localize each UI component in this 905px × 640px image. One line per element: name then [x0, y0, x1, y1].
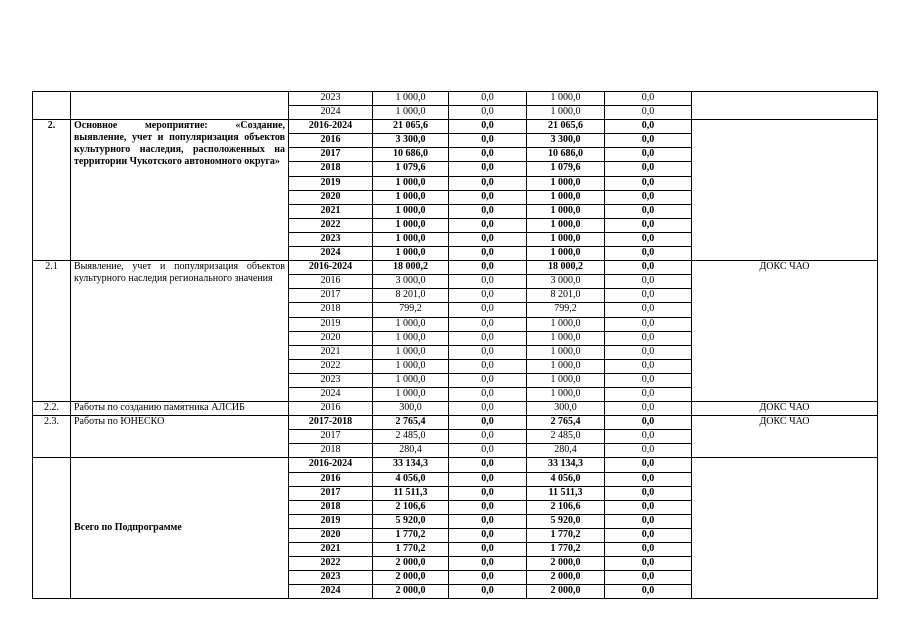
other-amount-cell: 0,0: [605, 402, 692, 416]
federal-amount-cell: 0,0: [449, 317, 527, 331]
total-amount-cell: 10 686,0: [373, 148, 449, 162]
federal-amount-cell: 0,0: [449, 148, 527, 162]
year-cell: 2023: [289, 373, 373, 387]
regional-amount-cell: 1 079,6: [527, 162, 605, 176]
federal-amount-cell: 0,0: [449, 359, 527, 373]
other-amount-cell: 0,0: [605, 387, 692, 401]
subprogram-funding-table: [32, 91, 878, 599]
year-cell: 2022: [289, 359, 373, 373]
total-amount-cell: 1 000,0: [373, 176, 449, 190]
other-amount-cell: 0,0: [605, 162, 692, 176]
federal-amount-cell: 0,0: [449, 247, 527, 261]
regional-amount-cell: 1 770,2: [527, 543, 605, 557]
regional-amount-cell: 5 920,0: [527, 514, 605, 528]
other-amount-cell: 0,0: [605, 585, 692, 599]
other-amount-cell: 0,0: [605, 331, 692, 345]
total-amount-cell: 21 065,6: [373, 120, 449, 134]
total-amount-cell: 1 000,0: [373, 204, 449, 218]
executor-cell: ДОКС ЧАО: [692, 416, 878, 458]
item-number-cell: [33, 458, 71, 599]
item-number-cell: 2.2.: [33, 402, 71, 416]
total-amount-cell: 2 765,4: [373, 416, 449, 430]
regional-amount-cell: 33 134,3: [527, 458, 605, 472]
total-amount-cell: 1 000,0: [373, 373, 449, 387]
total-amount-cell: 1 000,0: [373, 317, 449, 331]
other-amount-cell: 0,0: [605, 514, 692, 528]
federal-amount-cell: 0,0: [449, 232, 527, 246]
regional-amount-cell: 1 000,0: [527, 190, 605, 204]
regional-amount-cell: 2 000,0: [527, 557, 605, 571]
regional-amount-cell: 1 000,0: [527, 387, 605, 401]
other-amount-cell: 0,0: [605, 543, 692, 557]
regional-amount-cell: 10 686,0: [527, 148, 605, 162]
activity-name-cell: Выявление, учет и популяризация объектов культурного наследия регионального значения: [71, 261, 289, 402]
other-amount-cell: 0,0: [605, 190, 692, 204]
federal-amount-cell: 0,0: [449, 204, 527, 218]
year-cell: 2021: [289, 345, 373, 359]
regional-amount-cell: 2 485,0: [527, 430, 605, 444]
total-amount-cell: 2 106,6: [373, 500, 449, 514]
regional-amount-cell: 2 000,0: [527, 585, 605, 599]
year-cell: 2023: [289, 92, 373, 106]
executor-cell: ДОКС ЧАО: [692, 261, 878, 402]
regional-amount-cell: 2 000,0: [527, 571, 605, 585]
total-amount-cell: 2 000,0: [373, 557, 449, 571]
other-amount-cell: 0,0: [605, 557, 692, 571]
federal-amount-cell: 0,0: [449, 528, 527, 542]
year-cell: 2020: [289, 331, 373, 345]
regional-amount-cell: 1 000,0: [527, 359, 605, 373]
total-amount-cell: 1 000,0: [373, 106, 449, 120]
year-cell: 2024: [289, 247, 373, 261]
regional-amount-cell: 1 000,0: [527, 373, 605, 387]
total-amount-cell: 3 000,0: [373, 275, 449, 289]
year-cell: 2017: [289, 289, 373, 303]
year-cell: 2018: [289, 500, 373, 514]
total-amount-cell: 1 000,0: [373, 345, 449, 359]
federal-amount-cell: 0,0: [449, 402, 527, 416]
item-number-cell: 2.: [33, 120, 71, 261]
year-cell: 2018: [289, 444, 373, 458]
other-amount-cell: 0,0: [605, 416, 692, 430]
total-amount-cell: 1 000,0: [373, 359, 449, 373]
other-amount-cell: 0,0: [605, 204, 692, 218]
other-amount-cell: 0,0: [605, 261, 692, 275]
activity-name-cell: Работы по ЮНЕСКО: [71, 416, 289, 458]
other-amount-cell: 0,0: [605, 486, 692, 500]
total-amount-cell: 3 300,0: [373, 134, 449, 148]
total-amount-cell: 33 134,3: [373, 458, 449, 472]
year-cell: 2017: [289, 148, 373, 162]
regional-amount-cell: 1 000,0: [527, 331, 605, 345]
regional-amount-cell: 1 000,0: [527, 218, 605, 232]
other-amount-cell: 0,0: [605, 430, 692, 444]
year-cell: 2024: [289, 106, 373, 120]
year-cell: 2016: [289, 472, 373, 486]
table-row: [33, 458, 878, 472]
federal-amount-cell: 0,0: [449, 585, 527, 599]
year-cell: 2016-2024: [289, 458, 373, 472]
year-cell: 2019: [289, 317, 373, 331]
executor-cell: [692, 120, 878, 261]
regional-amount-cell: 18 000,2: [527, 261, 605, 275]
regional-amount-cell: 1 000,0: [527, 106, 605, 120]
year-cell: 2023: [289, 232, 373, 246]
total-amount-cell: 799,2: [373, 303, 449, 317]
year-cell: 2022: [289, 557, 373, 571]
total-amount-cell: 1 000,0: [373, 218, 449, 232]
total-amount-cell: 5 920,0: [373, 514, 449, 528]
other-amount-cell: 0,0: [605, 317, 692, 331]
other-amount-cell: 0,0: [605, 289, 692, 303]
federal-amount-cell: 0,0: [449, 289, 527, 303]
federal-amount-cell: 0,0: [449, 543, 527, 557]
federal-amount-cell: 0,0: [449, 444, 527, 458]
federal-amount-cell: 0,0: [449, 387, 527, 401]
item-number-cell: 2.3.: [33, 416, 71, 458]
year-cell: 2022: [289, 218, 373, 232]
total-amount-cell: 2 000,0: [373, 571, 449, 585]
regional-amount-cell: 2 765,4: [527, 416, 605, 430]
other-amount-cell: 0,0: [605, 218, 692, 232]
total-amount-cell: 2 000,0: [373, 585, 449, 599]
other-amount-cell: 0,0: [605, 373, 692, 387]
regional-amount-cell: 1 000,0: [527, 317, 605, 331]
federal-amount-cell: 0,0: [449, 120, 527, 134]
total-amount-cell: 1 000,0: [373, 247, 449, 261]
federal-amount-cell: 0,0: [449, 331, 527, 345]
other-amount-cell: 0,0: [605, 571, 692, 585]
federal-amount-cell: 0,0: [449, 261, 527, 275]
year-cell: 2019: [289, 514, 373, 528]
regional-amount-cell: 1 000,0: [527, 92, 605, 106]
year-cell: 2018: [289, 303, 373, 317]
table-row: [33, 92, 878, 106]
year-cell: 2024: [289, 387, 373, 401]
regional-amount-cell: 8 201,0: [527, 289, 605, 303]
federal-amount-cell: 0,0: [449, 303, 527, 317]
item-number-cell: 2.1: [33, 261, 71, 402]
other-amount-cell: 0,0: [605, 134, 692, 148]
federal-amount-cell: 0,0: [449, 514, 527, 528]
federal-amount-cell: 0,0: [449, 458, 527, 472]
year-cell: 2017-2018: [289, 416, 373, 430]
activity-name-cell: Работы по созданию памятника АЛСИБ: [71, 402, 289, 416]
table-row: [33, 402, 878, 416]
year-cell: 2016: [289, 275, 373, 289]
regional-amount-cell: 1 000,0: [527, 247, 605, 261]
regional-amount-cell: 3 300,0: [527, 134, 605, 148]
regional-amount-cell: 2 106,6: [527, 500, 605, 514]
other-amount-cell: 0,0: [605, 458, 692, 472]
total-amount-cell: 18 000,2: [373, 261, 449, 275]
federal-amount-cell: 0,0: [449, 106, 527, 120]
other-amount-cell: 0,0: [605, 500, 692, 514]
federal-amount-cell: 0,0: [449, 345, 527, 359]
regional-amount-cell: 1 770,2: [527, 528, 605, 542]
total-amount-cell: 1 000,0: [373, 232, 449, 246]
regional-amount-cell: 1 000,0: [527, 204, 605, 218]
federal-amount-cell: 0,0: [449, 134, 527, 148]
federal-amount-cell: 0,0: [449, 430, 527, 444]
total-amount-cell: 1 079,6: [373, 162, 449, 176]
federal-amount-cell: 0,0: [449, 162, 527, 176]
regional-amount-cell: 3 000,0: [527, 275, 605, 289]
regional-amount-cell: 4 056,0: [527, 472, 605, 486]
federal-amount-cell: 0,0: [449, 416, 527, 430]
total-amount-cell: 1 000,0: [373, 92, 449, 106]
other-amount-cell: 0,0: [605, 247, 692, 261]
federal-amount-cell: 0,0: [449, 571, 527, 585]
other-amount-cell: 0,0: [605, 120, 692, 134]
total-amount-cell: 280,4: [373, 444, 449, 458]
regional-amount-cell: 1 000,0: [527, 232, 605, 246]
year-cell: 2021: [289, 204, 373, 218]
regional-amount-cell: 11 511,3: [527, 486, 605, 500]
total-amount-cell: 8 201,0: [373, 289, 449, 303]
other-amount-cell: 0,0: [605, 359, 692, 373]
total-amount-cell: 1 770,2: [373, 528, 449, 542]
other-amount-cell: 0,0: [605, 444, 692, 458]
other-amount-cell: 0,0: [605, 232, 692, 246]
year-cell: 2018: [289, 162, 373, 176]
table-row: [33, 416, 878, 430]
other-amount-cell: 0,0: [605, 148, 692, 162]
other-amount-cell: 0,0: [605, 528, 692, 542]
federal-amount-cell: 0,0: [449, 218, 527, 232]
activity-name-cell: [71, 92, 289, 120]
total-amount-cell: 2 485,0: [373, 430, 449, 444]
federal-amount-cell: 0,0: [449, 486, 527, 500]
federal-amount-cell: 0,0: [449, 500, 527, 514]
executor-cell: ДОКС ЧАО: [692, 402, 878, 416]
total-amount-cell: 300,0: [373, 402, 449, 416]
year-cell: 2020: [289, 190, 373, 204]
regional-amount-cell: 300,0: [527, 402, 605, 416]
executor-cell: [692, 458, 878, 599]
regional-amount-cell: 21 065,6: [527, 120, 605, 134]
federal-amount-cell: 0,0: [449, 472, 527, 486]
total-amount-cell: 1 770,2: [373, 543, 449, 557]
other-amount-cell: 0,0: [605, 345, 692, 359]
year-cell: 2020: [289, 528, 373, 542]
federal-amount-cell: 0,0: [449, 373, 527, 387]
year-cell: 2016-2024: [289, 261, 373, 275]
other-amount-cell: 0,0: [605, 176, 692, 190]
year-cell: 2016-2024: [289, 120, 373, 134]
regional-amount-cell: 799,2: [527, 303, 605, 317]
year-cell: 2016: [289, 134, 373, 148]
total-amount-cell: 1 000,0: [373, 331, 449, 345]
federal-amount-cell: 0,0: [449, 275, 527, 289]
table-row: [33, 261, 878, 275]
other-amount-cell: 0,0: [605, 472, 692, 486]
table-row: [33, 120, 878, 134]
regional-amount-cell: 1 000,0: [527, 345, 605, 359]
activity-name-cell: Основное мероприятие: «Создание, выявление, учет и популяризация объектов культурного наследия, расположенных на территории Чукотского автономного округа»: [71, 120, 289, 261]
year-cell: 2024: [289, 585, 373, 599]
other-amount-cell: 0,0: [605, 303, 692, 317]
table-body: [33, 92, 878, 599]
federal-amount-cell: 0,0: [449, 92, 527, 106]
other-amount-cell: 0,0: [605, 275, 692, 289]
year-cell: 2017: [289, 486, 373, 500]
federal-amount-cell: 0,0: [449, 176, 527, 190]
year-cell: 2016: [289, 402, 373, 416]
year-cell: 2017: [289, 430, 373, 444]
total-amount-cell: 4 056,0: [373, 472, 449, 486]
total-amount-cell: 11 511,3: [373, 486, 449, 500]
activity-name-cell: Всего по Подпрограмме: [71, 458, 289, 599]
executor-cell: [692, 92, 878, 120]
year-cell: 2023: [289, 571, 373, 585]
total-amount-cell: 1 000,0: [373, 190, 449, 204]
regional-amount-cell: 280,4: [527, 444, 605, 458]
year-cell: 2021: [289, 543, 373, 557]
other-amount-cell: 0,0: [605, 106, 692, 120]
federal-amount-cell: 0,0: [449, 557, 527, 571]
item-number-cell: [33, 92, 71, 120]
federal-amount-cell: 0,0: [449, 190, 527, 204]
year-cell: 2019: [289, 176, 373, 190]
other-amount-cell: 0,0: [605, 92, 692, 106]
total-amount-cell: 1 000,0: [373, 387, 449, 401]
regional-amount-cell: 1 000,0: [527, 176, 605, 190]
